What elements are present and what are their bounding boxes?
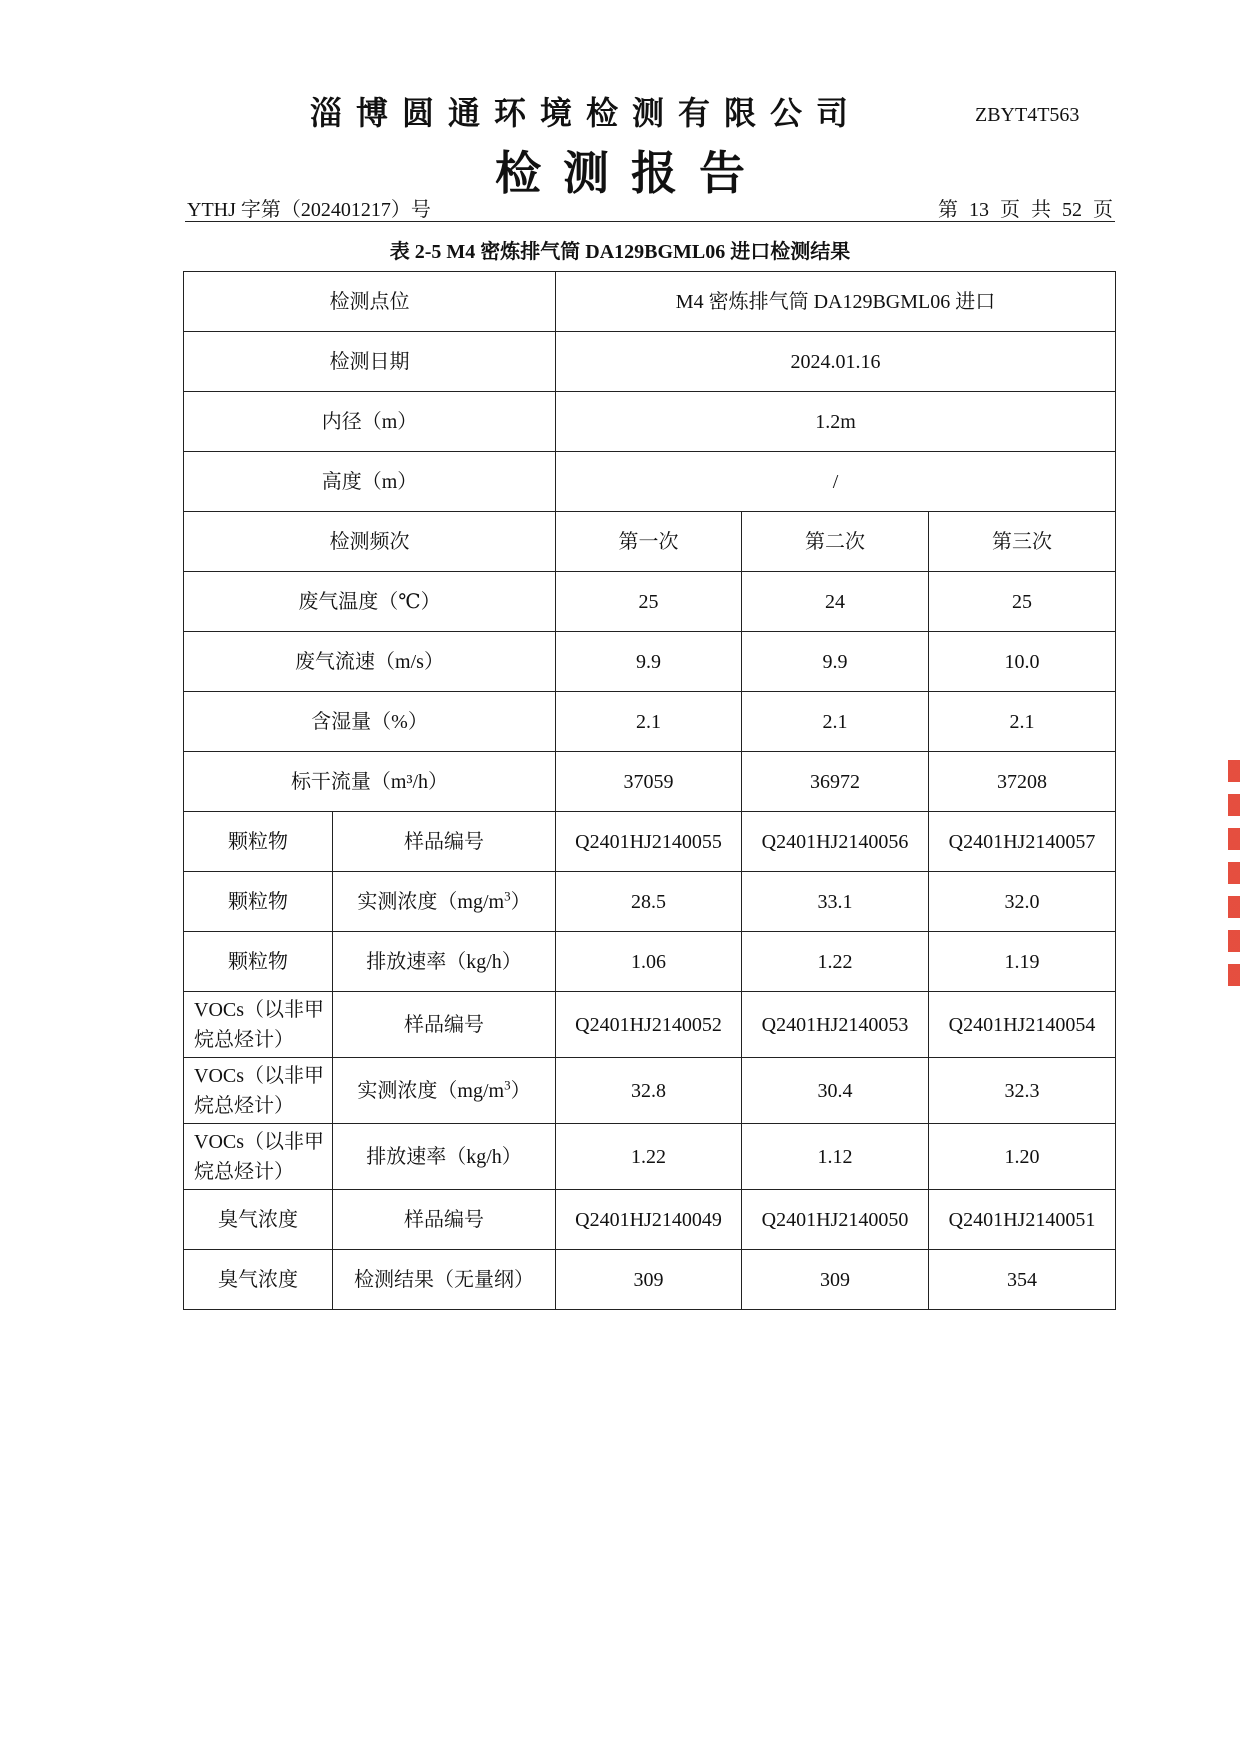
unit-superscript: 3 (504, 887, 511, 903)
table-cell: 1.12 (742, 1124, 929, 1190)
table-row (184, 692, 1116, 752)
table-cell: 25 (556, 572, 742, 632)
diameter-value: 1.2m (556, 392, 1116, 452)
table-row (184, 1250, 1116, 1310)
pollutant-name: 臭气浓度 (184, 1250, 333, 1310)
item-label: 样品编号 (333, 992, 556, 1058)
date-label: 检测日期 (184, 332, 556, 392)
table-cell: Q2401HJ2140050 (742, 1190, 929, 1250)
table-cell: 1.22 (556, 1124, 742, 1190)
item-label-suffix: ） (510, 890, 531, 913)
row-label: 标干流量（m³/h） (184, 752, 556, 812)
table-cell: 36972 (742, 752, 929, 812)
table-cell: Q2401HJ2140055 (556, 812, 742, 872)
item-label: 样品编号 (333, 812, 556, 872)
table-row (184, 752, 1116, 812)
item-label: 检测结果（无量纲） (333, 1250, 556, 1310)
document-code: ZBYT4T563 (975, 104, 1080, 126)
item-label-text: 实测浓度（mg/m (357, 890, 505, 913)
table-row (184, 332, 1116, 392)
table-row (184, 1190, 1116, 1250)
table-cell: 28.5 (556, 872, 742, 932)
point-value: M4 密炼排气筒 DA129BGML06 进口 (556, 272, 1116, 332)
company-name: 淄博圆通环境检测有限公司 (310, 95, 863, 131)
table-row (184, 572, 1116, 632)
diameter-label: 内径（m） (184, 392, 556, 452)
table-cell: 309 (556, 1250, 742, 1310)
table-cell: Q2401HJ2140053 (742, 992, 929, 1058)
pollutant-name: VOCs（以非甲烷总烃计） (184, 1124, 333, 1190)
table-cell: Q2401HJ2140049 (556, 1190, 742, 1250)
unit-superscript: 3 (504, 1076, 511, 1092)
item-label (333, 872, 556, 932)
date-value: 2024.01.16 (556, 332, 1116, 392)
frequency-2: 第二次 (742, 512, 929, 572)
pollutant-name: VOCs（以非甲烷总烃计） (184, 1058, 333, 1124)
table-row (184, 812, 1116, 872)
table-row (184, 512, 1116, 572)
table-cell: Q2401HJ2140051 (929, 1190, 1116, 1250)
table-cell: 32.0 (929, 872, 1116, 932)
table-cell: 25 (929, 572, 1116, 632)
table-row (184, 272, 1116, 332)
height-value: / (556, 452, 1116, 512)
table-cell: 1.06 (556, 932, 742, 992)
table-cell: 9.9 (742, 632, 929, 692)
table-cell: 1.22 (742, 932, 929, 992)
table-cell: 32.3 (929, 1058, 1116, 1124)
table-cell: 2.1 (556, 692, 742, 752)
table-cell: Q2401HJ2140057 (929, 812, 1116, 872)
header-rule (185, 221, 1115, 222)
table-cell: 10.0 (929, 632, 1116, 692)
seal-stamp-edge (1228, 760, 1240, 990)
frequency-1: 第一次 (556, 512, 742, 572)
pollutant-name: VOCs（以非甲烷总烃计） (184, 992, 333, 1058)
table-row (184, 932, 1116, 992)
report-title: 检测报告 (495, 148, 767, 199)
point-label: 检测点位 (184, 272, 556, 332)
frequency-label: 检测频次 (184, 512, 556, 572)
table-cell: Q2401HJ2140052 (556, 992, 742, 1058)
table-row (184, 632, 1116, 692)
item-label-suffix: ） (510, 1079, 531, 1102)
table-cell: 33.1 (742, 872, 929, 932)
results-table (183, 271, 1116, 1310)
table-row (184, 1124, 1116, 1190)
item-label-text: 实测浓度（mg/m (357, 1079, 505, 1102)
pollutant-name: 臭气浓度 (184, 1190, 333, 1250)
table-cell: Q2401HJ2140054 (929, 992, 1116, 1058)
table-cell: 37208 (929, 752, 1116, 812)
table-cell: 37059 (556, 752, 742, 812)
table-cell: 309 (742, 1250, 929, 1310)
row-label: 废气流速（m/s） (184, 632, 556, 692)
row-label: 含湿量（%） (184, 692, 556, 752)
table-cell: 24 (742, 572, 929, 632)
table-row (184, 872, 1116, 932)
page-info: 第 13 页 共 52 页 (938, 199, 1113, 221)
table-row (184, 452, 1116, 512)
table-caption: 表 2-5 M4 密炼排气筒 DA129BGML06 进口检测结果 (389, 241, 851, 263)
height-label: 高度（m） (184, 452, 556, 512)
frequency-3: 第三次 (929, 512, 1116, 572)
row-label: 废气温度（℃） (184, 572, 556, 632)
item-label: 排放速率（kg/h） (333, 932, 556, 992)
table-cell: 32.8 (556, 1058, 742, 1124)
table-cell: 9.9 (556, 632, 742, 692)
table-row (184, 992, 1116, 1058)
item-label: 样品编号 (333, 1190, 556, 1250)
table-row (184, 1058, 1116, 1124)
pollutant-name: 颗粒物 (184, 932, 333, 992)
table-row (184, 392, 1116, 452)
pollutant-name: 颗粒物 (184, 872, 333, 932)
table-cell: 354 (929, 1250, 1116, 1310)
table-cell: 1.20 (929, 1124, 1116, 1190)
table-cell: 30.4 (742, 1058, 929, 1124)
table-cell: 2.1 (742, 692, 929, 752)
report-number: YTHJ 字第（202401217）号 (187, 199, 431, 221)
item-label (333, 1058, 556, 1124)
table-cell: 2.1 (929, 692, 1116, 752)
table-cell: 1.19 (929, 932, 1116, 992)
item-label: 排放速率（kg/h） (333, 1124, 556, 1190)
pollutant-name: 颗粒物 (184, 812, 333, 872)
table-cell: Q2401HJ2140056 (742, 812, 929, 872)
